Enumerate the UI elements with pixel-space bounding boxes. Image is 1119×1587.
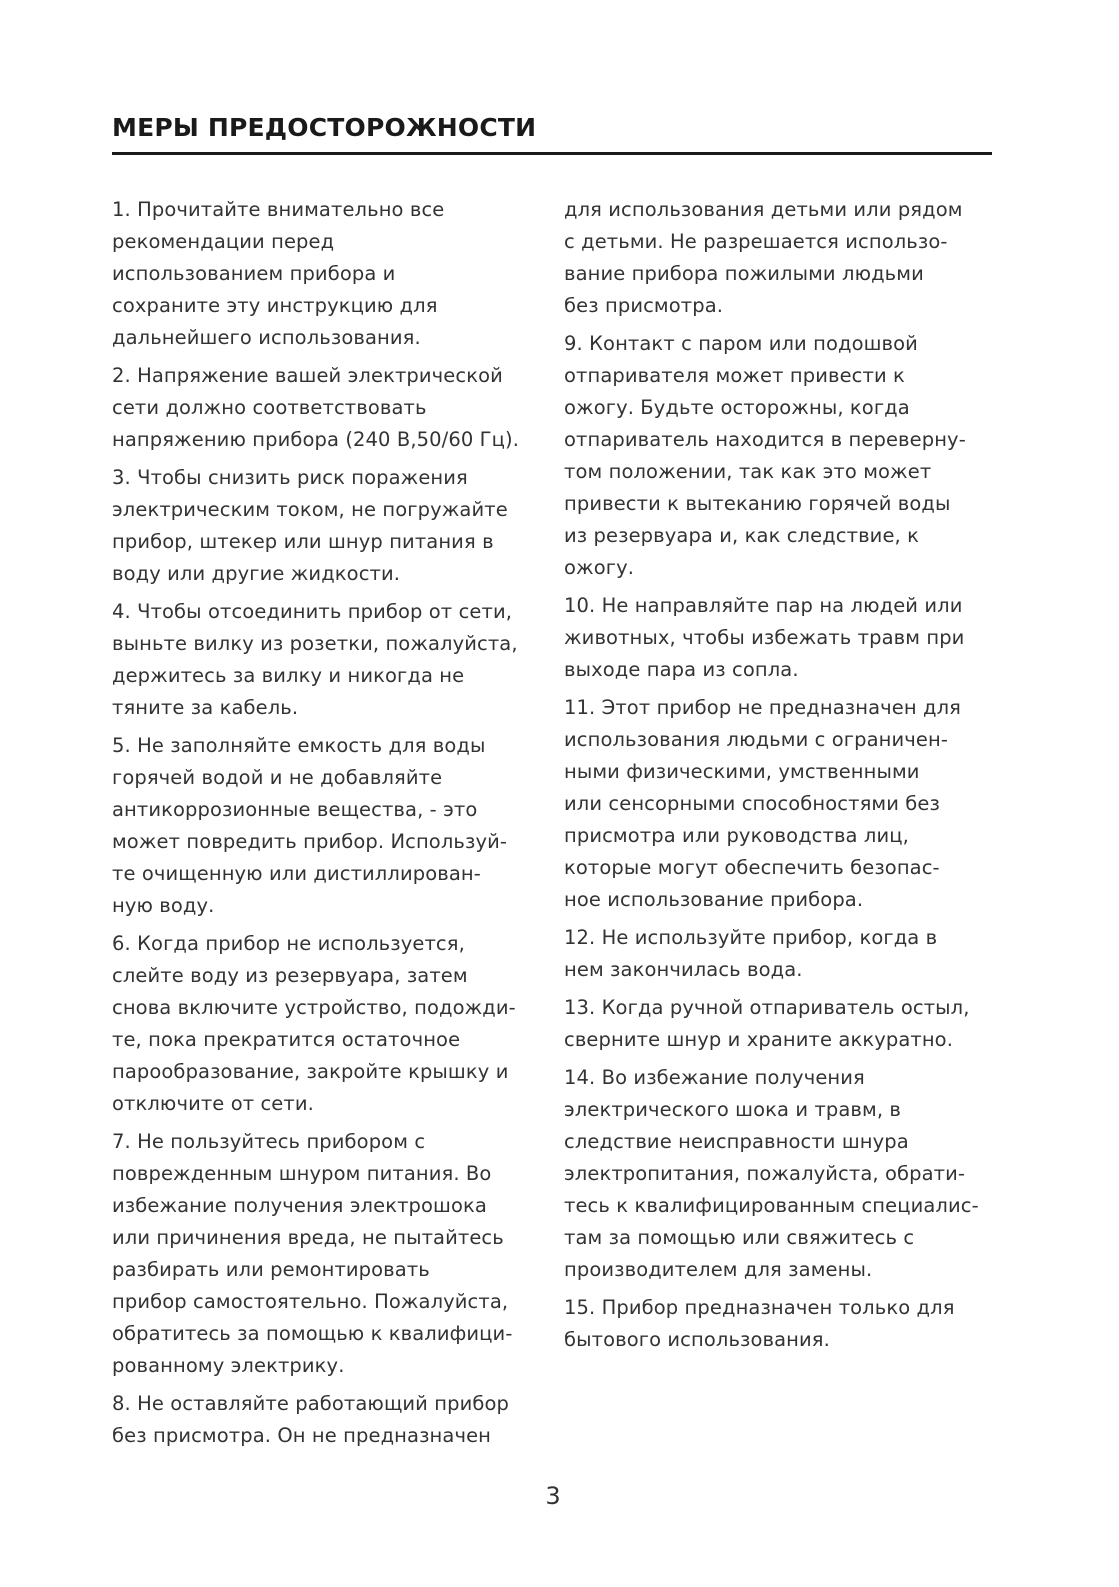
text-line: использования людьми с ограничен- — [564, 728, 949, 751]
text-line: ное использование прибора. — [564, 888, 864, 911]
precaution-item — [112, 360, 552, 456]
text-line: том положении, так как это может — [564, 460, 932, 483]
precaution-item — [112, 194, 552, 354]
text-line: поврежденным шнуром питания. Во — [112, 1162, 492, 1185]
text-line: напряжению прибора (240 В,50/60 Гц). — [112, 428, 520, 451]
text-line: 5. Не заполняйте емкость для воды — [112, 734, 486, 757]
title-underline — [112, 152, 992, 155]
text-line: рованному электрику. — [112, 1354, 345, 1377]
text-line: привести к вытеканию горячей воды — [564, 492, 951, 515]
precaution-item — [564, 992, 999, 1056]
text-line: выходе пара из сопла. — [564, 658, 799, 681]
text-line: 10. Не направляйте пар на людей или — [564, 594, 963, 617]
precaution-item — [112, 596, 552, 724]
text-line: без присмотра. Он не предназначен — [112, 1424, 492, 1447]
text-line: или причинения вреда, не пытайтесь — [112, 1226, 504, 1249]
text-line: отпаривателя может привести к — [564, 364, 905, 387]
text-line: или сенсорными способностями без — [564, 792, 940, 815]
text-line: следствие неисправности шнура — [564, 1130, 909, 1153]
text-line: вание прибора пожилыми людьми — [564, 262, 924, 285]
precaution-item — [564, 590, 999, 686]
text-line: 15. Прибор предназначен только для — [564, 1296, 955, 1319]
text-line: 4. Чтобы отсоединить прибор от сети, — [112, 600, 513, 623]
text-line: разбирать или ремонтировать — [112, 1258, 430, 1281]
text-line: воду или другие жидкости. — [112, 562, 401, 585]
text-line: слейте воду из резервуара, затем — [112, 964, 468, 987]
precaution-item — [564, 692, 999, 916]
page-number: 3 — [545, 1482, 561, 1510]
text-line: выньте вилку из розетки, пожалуйста, — [112, 632, 518, 655]
text-line: прибор самостоятельно. Пожалуйста, — [112, 1290, 509, 1313]
precaution-item — [564, 922, 999, 986]
text-line: производителем для замены. — [564, 1258, 873, 1281]
precaution-item — [564, 1292, 999, 1356]
text-line: 9. Контакт с паром или подошвой — [564, 332, 918, 355]
right-column — [564, 194, 999, 1362]
text-line: там за помощью или свяжитесь с — [564, 1226, 915, 1249]
text-line: те, пока прекратится остаточное — [112, 1028, 461, 1051]
text-line: использованием прибора и — [112, 262, 396, 285]
text-line: сохраните эту инструкцию для — [112, 294, 438, 317]
text-line: нем закончилась вода. — [564, 958, 803, 981]
text-line: животных, чтобы избежать травм при — [564, 626, 965, 649]
text-line: которые могут обеспечить безопас- — [564, 856, 940, 879]
text-line: тяните за кабель. — [112, 696, 299, 719]
text-line: электропитания, пожалуйста, обрати- — [564, 1162, 966, 1185]
text-line: ными физическими, умственными — [564, 760, 920, 783]
text-line: 13. Когда ручной отпариватель остыл, — [564, 996, 970, 1019]
text-line: те очищенную или дистиллирован- — [112, 862, 481, 885]
text-line: держитесь за вилку и никогда не — [112, 664, 465, 687]
text-line: обратитесь за помощью к квалифици- — [112, 1322, 513, 1345]
text-line: 11. Этот прибор не предназначен для — [564, 696, 961, 719]
precaution-item — [112, 462, 552, 590]
text-line: 2. Напряжение вашей электрической — [112, 364, 503, 387]
text-line: отключите от сети. — [112, 1092, 314, 1115]
text-line: 8. Не оставляйте работающий прибор — [112, 1392, 509, 1415]
text-line: 3. Чтобы снизить риск поражения — [112, 466, 468, 489]
text-line: отпариватель находится в переверну- — [564, 428, 966, 451]
text-line: 7. Не пользуйтесь прибором с — [112, 1130, 426, 1153]
text-line: прибор, штекер или шнур питания в — [112, 530, 494, 553]
text-line: рекомендации перед — [112, 230, 335, 253]
text-line: электрическим током, не погружайте — [112, 498, 508, 521]
text-line: 14. Во избежание получения — [564, 1066, 865, 1089]
text-line: горячей водой и не добавляйте — [112, 766, 443, 789]
precaution-item — [112, 1388, 552, 1452]
left-column — [112, 194, 552, 1458]
text-line: снова включите устройство, подожди- — [112, 996, 516, 1019]
text-line: антикоррозионные вещества, - это — [112, 798, 478, 821]
precaution-item — [564, 328, 999, 584]
precaution-item — [112, 730, 552, 922]
text-line: ожогу. Будьте осторожны, когда — [564, 396, 910, 419]
text-line: сети должно соответствовать — [112, 396, 427, 419]
page-title: МЕРЫ ПРЕДОСТОРОЖНОСТИ — [112, 113, 537, 142]
text-line: с детьми. Не разрешается использо- — [564, 230, 948, 253]
text-line: присмотра или руководства лиц, — [564, 824, 909, 847]
text-line: тесь к квалифицированным специалис- — [564, 1194, 979, 1217]
text-line: из резервуара и, как следствие, к — [564, 524, 920, 547]
text-line: 1. Прочитайте внимательно все — [112, 198, 445, 221]
precaution-item — [564, 1062, 999, 1286]
text-line: сверните шнур и храните аккуратно. — [564, 1028, 954, 1051]
text-line: может повредить прибор. Используй- — [112, 830, 508, 853]
text-line: без присмотра. — [564, 294, 724, 317]
text-line: ную воду. — [112, 894, 215, 917]
text-line: парообразование, закройте крышку и — [112, 1060, 509, 1083]
text-line: дальнейшего использования. — [112, 326, 421, 349]
precaution-item — [112, 928, 552, 1120]
text-line: ожогу. — [564, 556, 635, 579]
text-line: для использования детьми или рядом — [564, 198, 963, 221]
precaution-item — [112, 1126, 552, 1382]
text-line: избежание получения электрошока — [112, 1194, 487, 1217]
text-line: бытового использования. — [564, 1328, 830, 1351]
text-line: электрического шока и травм, в — [564, 1098, 902, 1121]
text-line: 6. Когда прибор не используется, — [112, 932, 465, 955]
text-line: 12. Не используйте прибор, когда в — [564, 926, 938, 949]
precaution-item — [564, 194, 999, 322]
